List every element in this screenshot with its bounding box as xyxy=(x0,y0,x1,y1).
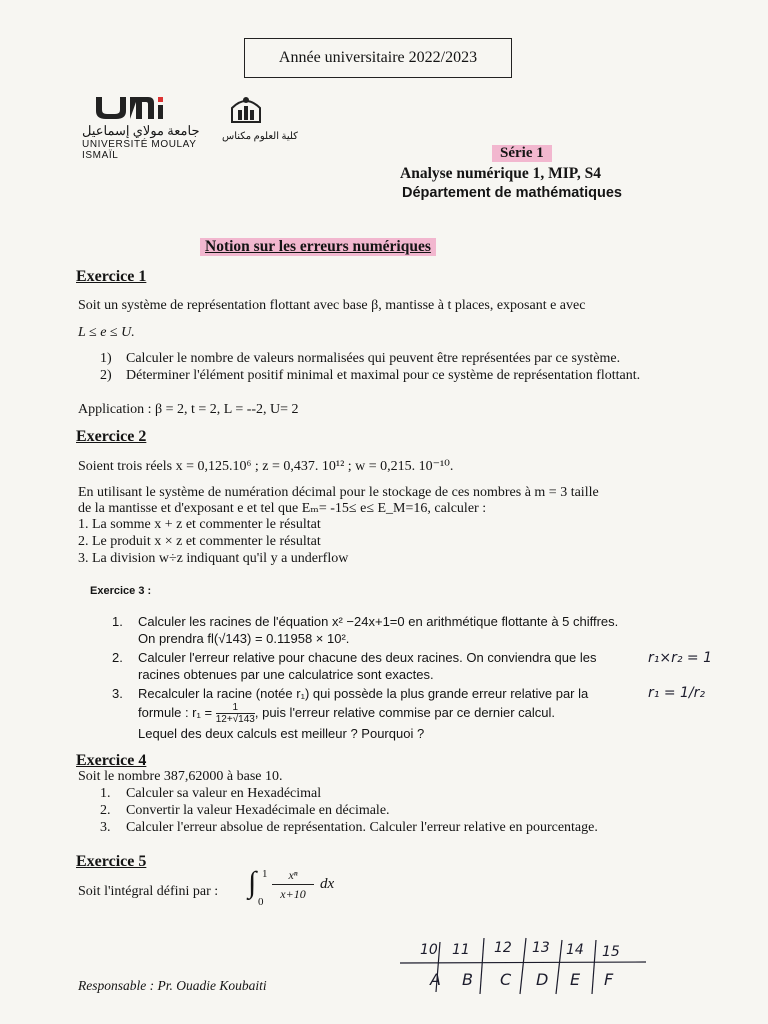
serie-label: Série 1 xyxy=(492,145,552,162)
root-formula: $\frac{1}{12+√143}$ xyxy=(215,702,255,725)
faculty-emblem-icon xyxy=(228,94,264,124)
list-item: 1) Calculer le nombre de valeurs normalisées qui peuvent être représentées par ce système. xyxy=(100,351,621,366)
list-item: 3. La division w÷z indiquant qu'il y a underflow xyxy=(78,551,349,566)
list-item: 2) Déterminer l'élément positif minimal et maximal pour ce système de représentation flottant. xyxy=(100,368,641,383)
department-name: Département de mathématiques xyxy=(402,185,622,201)
um-logo-icon xyxy=(80,95,170,121)
faculty-logo xyxy=(222,94,342,142)
academic-year: Année universitaire 2022/2023 xyxy=(278,49,478,66)
exercise-5-intro: Soit l'intégral défini par : xyxy=(78,884,219,899)
exercise-1-title: Exercice 1 xyxy=(76,268,147,285)
exercise-1-list xyxy=(78,350,643,384)
course-subtitle: Analyse numérique 1, MIP, S4 xyxy=(400,165,601,182)
hex-bottom-value: F xyxy=(604,970,614,989)
exercise-2-title: Exercice 2 xyxy=(76,428,147,445)
list-item: 3. Calculer l'erreur absolue de représentation. Calculer l'erreur relative en pourcentage. xyxy=(100,820,598,835)
integral-sign: ∫ xyxy=(248,866,257,899)
handwritten-note-ratio: r₁ = 1/r₂ xyxy=(648,685,705,701)
exercise-2-values: Soient trois réels x = 0,125.10⁶ ; z = 0,437. 10¹² ; w = 0,215. 10⁻¹⁰. xyxy=(78,459,454,474)
hex-top-value: 14 xyxy=(566,942,584,958)
hex-top-value: 13 xyxy=(532,940,550,956)
exercise-1-intro: Soit un système de représentation flottant avec base β, mantisse à t places, exposant e avec xyxy=(78,298,586,313)
exercise-4-intro: Soit le nombre 387,62000 à base 10. xyxy=(78,769,283,784)
hex-top-value: 11 xyxy=(452,942,470,958)
handwritten-hex-table xyxy=(396,930,656,1000)
list-item: 3. Recalculer la racine (notée r₁) qui possède la plus grande erreur relative par la formule : r₁ = $\frac{1}{12+√143}$ , puis l'erreur relative commise par ce dernier calcul. Lequel des deux calculs est meilleur ? Pourquoi ? xyxy=(112,686,589,741)
integral-lower-bound: 0 xyxy=(258,896,264,908)
integrand-numerator: xⁿ xyxy=(288,868,298,882)
exercise-3-title: Exercice 3 : xyxy=(90,585,152,597)
integrand-denominator: x+10 xyxy=(280,887,306,901)
exercise-2-list xyxy=(78,516,348,567)
university-name-arabic: جامعة مولاي إسماعيل xyxy=(82,123,200,138)
list-item: 1. Calculer les racines de l'équation x² −24x+1=0 en arithmétique flottante à 5 chiffres. On prendra fl(√143) = 0.11958 × 10². xyxy=(112,614,619,646)
list-item: 2. Convertir la valeur Hexadécimale en décimale. xyxy=(100,803,390,818)
hex-bottom-value: D xyxy=(536,970,549,989)
integral-formula xyxy=(248,866,358,916)
hex-top-value: 12 xyxy=(494,940,512,956)
hex-bottom-value: E xyxy=(570,970,581,989)
integral-differential: dx xyxy=(320,876,335,892)
hex-top-value: 10 xyxy=(420,942,438,958)
exercise-2-text-2: de la mantisse et d'exposant e et tel que Eₘ= -15≤ e≤ E_M=16, calculer : xyxy=(78,501,487,516)
exercise-1-application: Application : β = 2, t = 2, L = --2, U= 2 xyxy=(78,402,299,417)
hex-bottom-value: A xyxy=(430,970,441,989)
document-title: Notion sur les erreurs numériques xyxy=(200,238,436,256)
list-item: 2. Calculer l'erreur relative pour chacune des deux racines. On conviendra que les racines obtenues par une calculatrice sont exactes. xyxy=(112,650,597,682)
exercise-5-title: Exercice 5 xyxy=(76,853,147,870)
hex-top-value: 15 xyxy=(602,944,620,960)
list-item: 2. Le produit x × z et commenter le résultat xyxy=(78,534,321,549)
responsible-footer: Responsable : Pr. Ouadie Koubaiti xyxy=(78,978,267,993)
exercise-4-title: Exercice 4 xyxy=(76,752,147,769)
exercise-2-text-1: En utilisant le système de numération décimal pour le stockage de ces nombres à m = 3 taille xyxy=(78,485,599,500)
faculty-name-arabic: كلية العلوم مكناس xyxy=(222,131,298,142)
integral-upper-bound: 1 xyxy=(262,868,268,880)
list-item: 1. La somme x + z et commenter le résultat xyxy=(78,517,321,532)
handwritten-note-product: r₁×r₂ = 1 xyxy=(648,650,713,666)
university-logo xyxy=(80,95,220,161)
university-name-french: UNIVERSITÉ MOULAY ISMAÏL xyxy=(82,139,197,161)
exercise-4-list xyxy=(78,785,678,836)
list-item: 1. Calculer sa valeur en Hexadécimal xyxy=(100,786,322,801)
exercise-3-list xyxy=(90,613,635,742)
hex-bottom-value: B xyxy=(462,970,473,989)
academic-year-box xyxy=(244,38,512,78)
hex-table-lines-icon xyxy=(396,930,656,1000)
hex-bottom-value: C xyxy=(500,970,512,989)
exercise-1-condition: L ≤ e ≤ U. xyxy=(78,325,135,340)
